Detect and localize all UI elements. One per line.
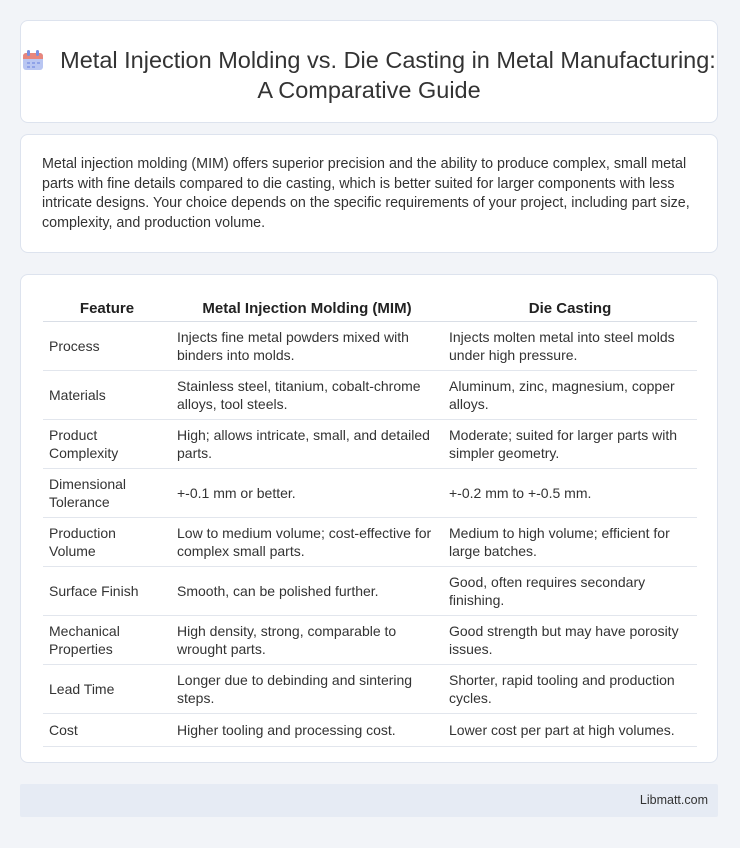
- die-casting-cell: Good, often requires secondary finishing.: [443, 567, 697, 616]
- header-die-casting: Die Casting: [443, 295, 697, 322]
- footer-site-link[interactable]: Libmatt.com: [639, 793, 708, 807]
- comparison-card: [20, 274, 718, 763]
- table-row: [43, 518, 697, 567]
- die-casting-cell: Shorter, rapid tooling and production cycles.: [443, 665, 697, 714]
- die-casting-cell: Lower cost per part at high volumes.: [443, 714, 697, 747]
- mim-cell: Higher tooling and processing cost.: [171, 714, 443, 747]
- table-row: [43, 469, 697, 518]
- mim-cell: +-0.1 mm or better.: [171, 469, 443, 518]
- table-row: [43, 371, 697, 420]
- header-feature: Feature: [43, 295, 171, 322]
- mim-cell: High density, strong, comparable to wrought parts.: [171, 616, 443, 665]
- feature-cell: Lead Time: [43, 665, 171, 714]
- feature-cell: Cost: [43, 714, 171, 747]
- page-title-text: Metal Injection Molding vs. Die Casting in Metal Manufacturing: A Comparative Guide: [60, 47, 716, 103]
- table-header-row: [43, 295, 697, 322]
- table-row: [43, 616, 697, 665]
- mim-cell: Injects fine metal powders mixed with binders into molds.: [171, 322, 443, 371]
- table-row: [43, 322, 697, 371]
- footer: [20, 784, 718, 817]
- die-casting-cell: +-0.2 mm to +-0.5 mm.: [443, 469, 697, 518]
- mim-cell: Low to medium volume; cost-effective for complex small parts.: [171, 518, 443, 567]
- table-row: [43, 567, 697, 616]
- mim-cell: High; allows intricate, small, and detailed parts.: [171, 420, 443, 469]
- mim-cell: Longer due to debinding and sintering steps.: [171, 665, 443, 714]
- feature-cell: Surface Finish: [43, 567, 171, 616]
- die-casting-cell: Good strength but may have porosity issues.: [443, 616, 697, 665]
- feature-cell: Production Volume: [43, 518, 171, 567]
- table-row: [43, 714, 697, 747]
- page-title: [21, 45, 717, 105]
- intro-card: [20, 134, 718, 253]
- mim-cell: Stainless steel, titanium, cobalt-chrome alloys, tool steels.: [171, 371, 443, 420]
- die-casting-cell: Moderate; suited for larger parts with simpler geometry.: [443, 420, 697, 469]
- comparison-table: [43, 295, 697, 747]
- feature-cell: Product Complexity: [43, 420, 171, 469]
- mim-cell: Smooth, can be polished further.: [171, 567, 443, 616]
- table-row: [43, 420, 697, 469]
- calendar-icon: [22, 48, 44, 70]
- intro-paragraph: Metal injection molding (MIM) offers superior precision and the ability to produce complex, small metal parts with fine details compared to die casting, which is better suited for larger components with less intricate designs. Your choice depends on the specific requirements of your project, including part size, complexity, and production volume.: [42, 156, 690, 231]
- die-casting-cell: Injects molten metal into steel molds under high pressure.: [443, 322, 697, 371]
- die-casting-cell: Medium to high volume; efficient for large batches.: [443, 518, 697, 567]
- feature-cell: Process: [43, 322, 171, 371]
- title-card: [20, 20, 718, 123]
- header-mim: Metal Injection Molding (MIM): [171, 295, 443, 322]
- table-row: [43, 665, 697, 714]
- die-casting-cell: Aluminum, zinc, magnesium, copper alloys.: [443, 371, 697, 420]
- feature-cell: Mechanical Properties: [43, 616, 171, 665]
- feature-cell: Materials: [43, 371, 171, 420]
- feature-cell: Dimensional Tolerance: [43, 469, 171, 518]
